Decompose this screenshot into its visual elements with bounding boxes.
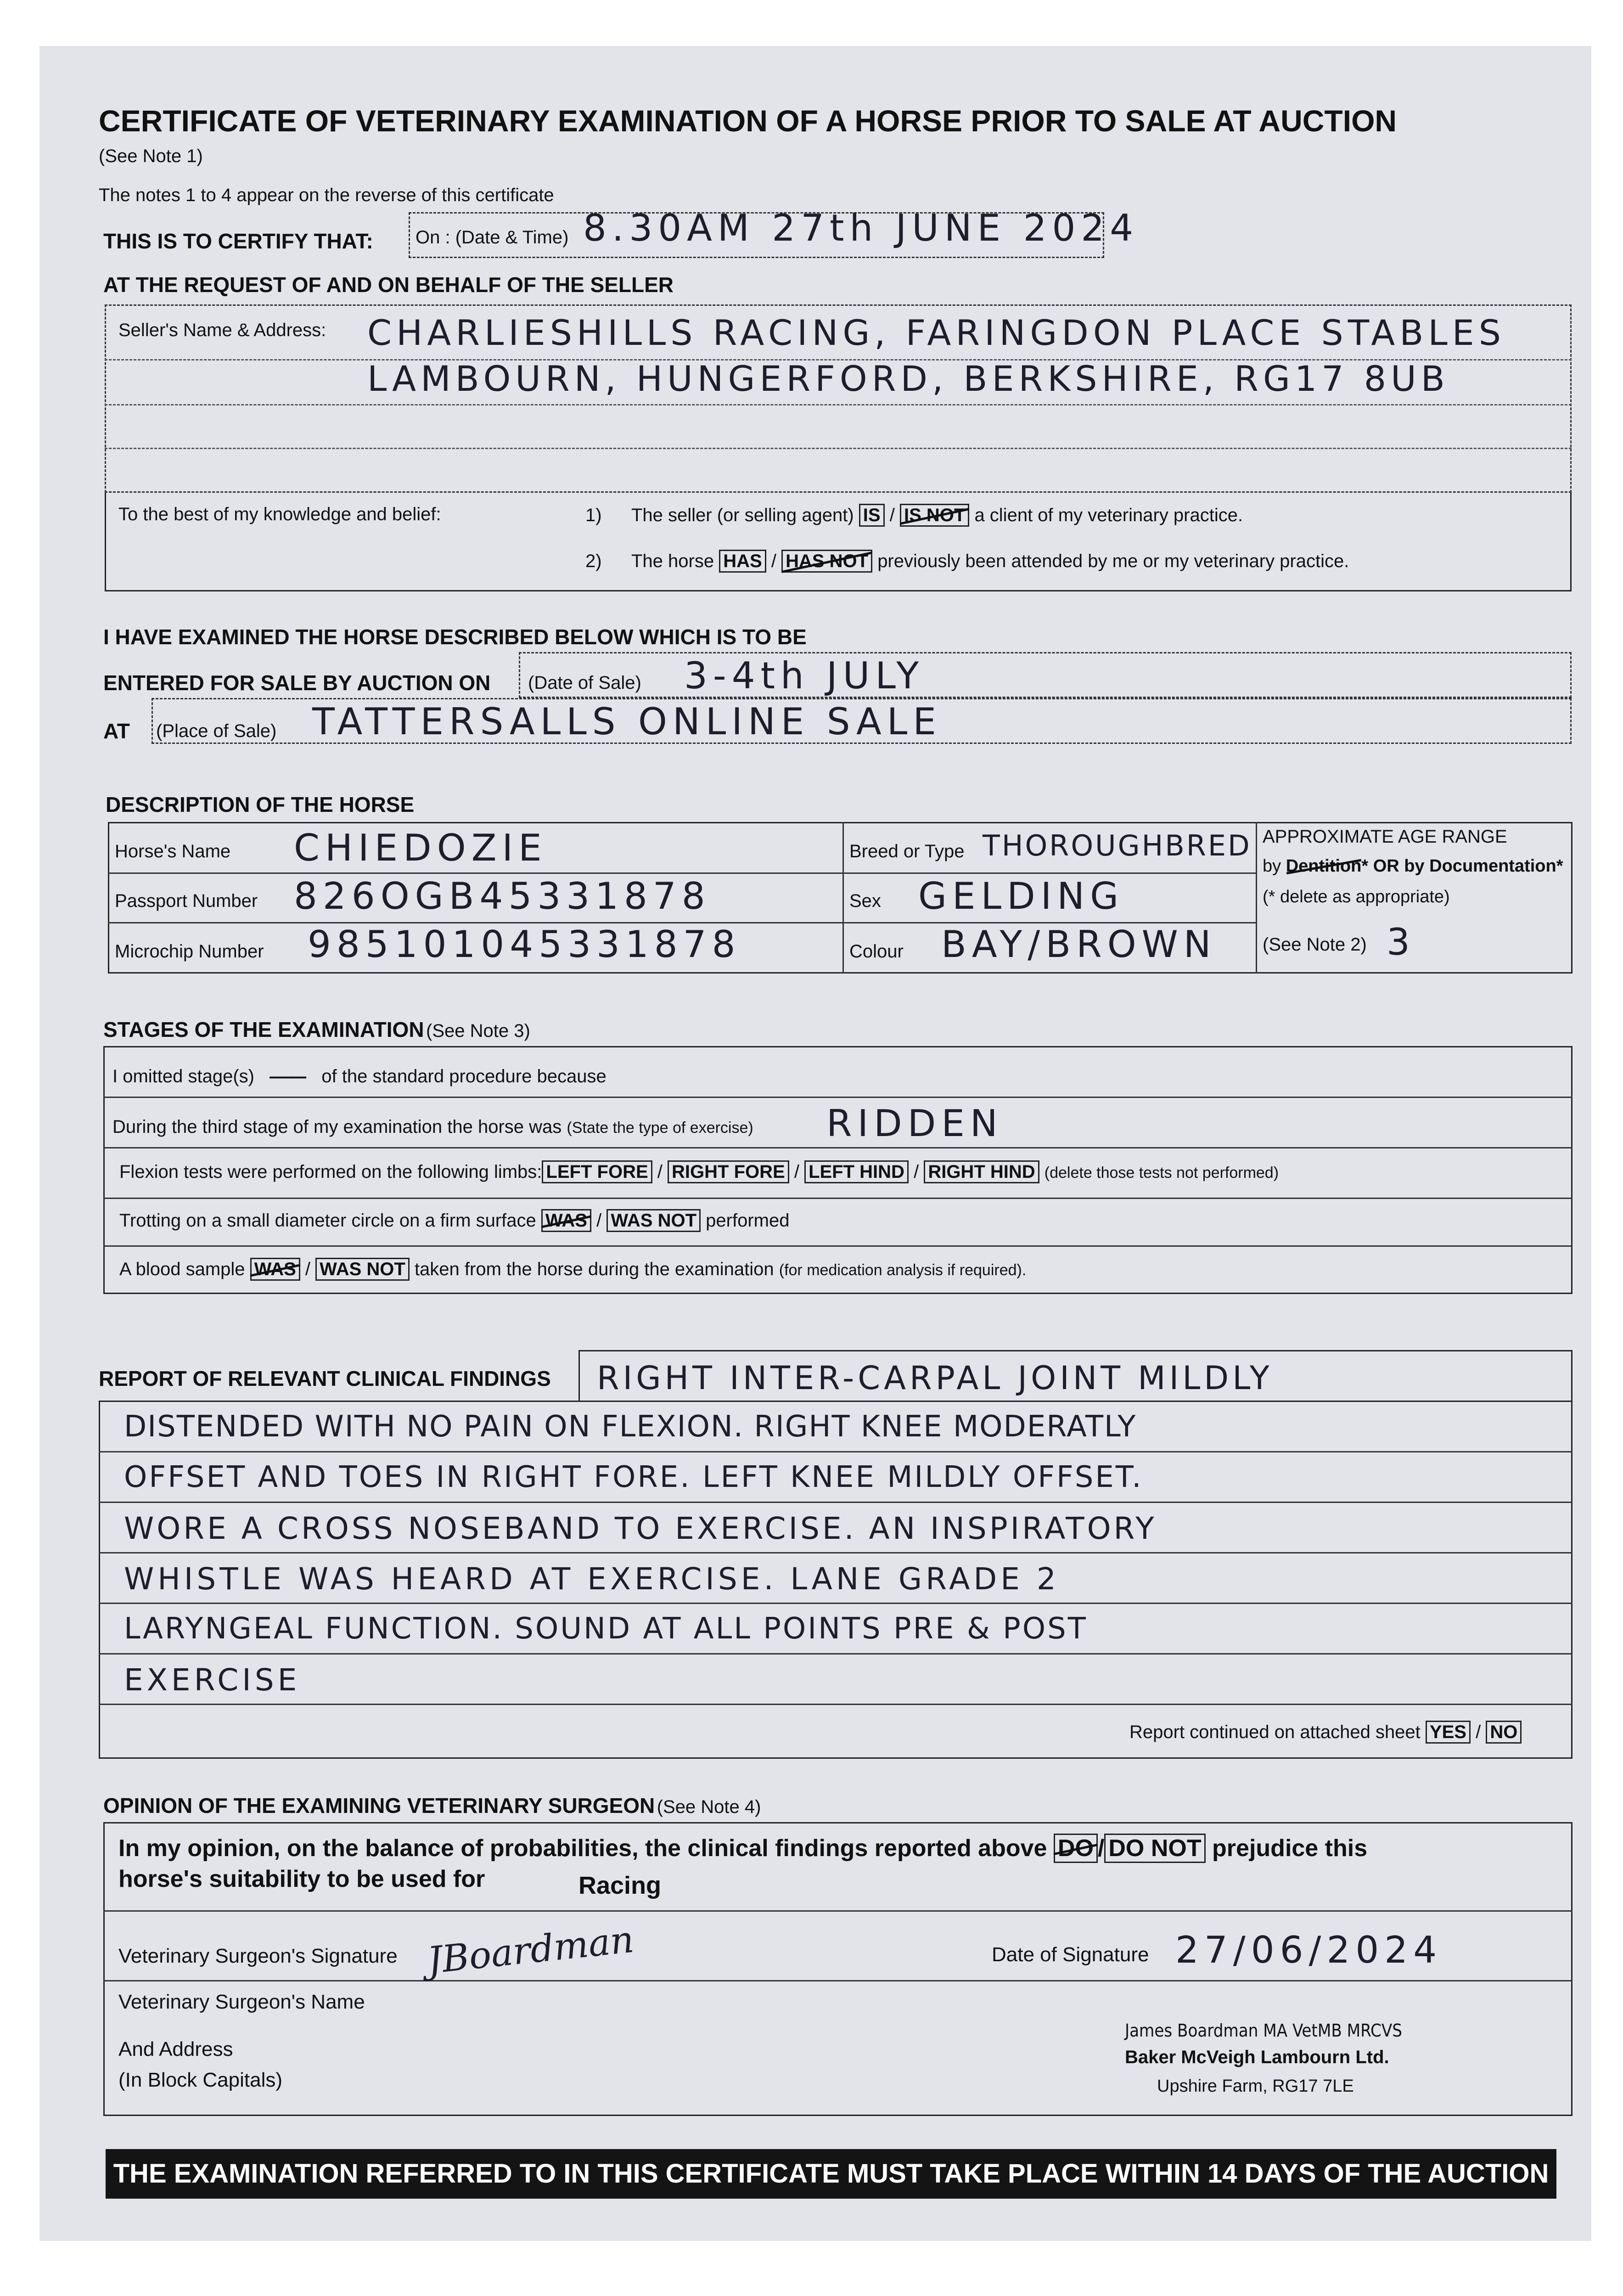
seller-label: Seller's Name & Address: bbox=[118, 320, 326, 340]
certificate-title: CERTIFICATE OF VETERINARY EXAMINATION OF A HORSE PRIOR TO SALE AT AUCTION bbox=[99, 104, 1397, 138]
report-text-line: WHISTLE WAS HEARD AT EXERCISE. LANE GRADE 2 bbox=[124, 1561, 1060, 1597]
report-line-1 bbox=[99, 1451, 1572, 1452]
flexion-slash-2: / bbox=[794, 1162, 799, 1182]
blood-note: (for medication analysis if required). bbox=[779, 1261, 1027, 1279]
item2-post: previously been attended by me or my veterinary practice. bbox=[877, 551, 1349, 571]
blood-slash: / bbox=[305, 1259, 311, 1279]
trot-row bbox=[119, 1210, 789, 1231]
description-col-line-2 bbox=[1256, 822, 1257, 974]
belief-label: To the best of my knowledge and belief: bbox=[118, 504, 441, 524]
age-documentation-option[interactable]: * OR by Documentation* bbox=[1361, 856, 1563, 876]
item1-statement bbox=[631, 505, 1243, 526]
see-note-1: (See Note 1) bbox=[99, 146, 203, 166]
passport-value[interactable]: 826OGB45331878 bbox=[294, 875, 711, 917]
age-dentition-option[interactable]: Dentition bbox=[1286, 856, 1362, 876]
opinion-statement-line1 bbox=[118, 1835, 1367, 1862]
flexion-row bbox=[119, 1162, 1279, 1182]
report-text-line: DISTENDED WITH NO PAIN ON FLEXION. RIGHT KNEE MODERATLY bbox=[124, 1410, 1137, 1444]
report-text-line: WORE A CROSS NOSEBAND TO EXERCISE. AN INSPIRATORY bbox=[124, 1511, 1157, 1546]
item1-post: a client of my veterinary practice. bbox=[974, 505, 1243, 525]
seller-address-line2: LAMBOURN, HUNGERFORD, BERKSHIRE, RG17 8UB bbox=[367, 358, 1449, 399]
item1-isnot-option[interactable]: IS NOT bbox=[900, 504, 969, 527]
date-of-signature-value[interactable]: 27/06/2024 bbox=[1175, 1929, 1443, 1971]
flexion-slash-3: / bbox=[914, 1162, 919, 1182]
report-text-line: RIGHT INTER-CARPAL JOINT MILDLY bbox=[597, 1359, 1273, 1397]
item2-has-option[interactable]: HAS bbox=[719, 550, 766, 573]
date-of-sale-field[interactable] bbox=[519, 652, 1572, 698]
report-line-6 bbox=[99, 1704, 1572, 1705]
omitted-post: of the standard procedure because bbox=[321, 1066, 607, 1086]
vet-stamp-line3: Upshire Farm, RG17 7LE bbox=[1157, 2077, 1354, 2096]
omitted-dash[interactable]: —— bbox=[270, 1066, 307, 1086]
opinion-pre: In my opinion, on the balance of probabilities, the clinical findings reported above bbox=[118, 1835, 1047, 1862]
on-label: On : (Date & Time) bbox=[416, 227, 569, 248]
opinion-line-1 bbox=[103, 1910, 1572, 1912]
opinion-line-2 bbox=[103, 1980, 1572, 1981]
blood-row bbox=[119, 1259, 1026, 1280]
trot-pre: Trotting on a small diameter circle on a firm surface bbox=[119, 1210, 536, 1231]
opinion-use-value[interactable]: Racing bbox=[578, 1872, 662, 1899]
stages-heading bbox=[103, 1017, 530, 1042]
report-continued-row bbox=[1129, 1722, 1522, 1743]
blood-pre: A blood sample bbox=[119, 1259, 245, 1279]
age-range-title: APPROXIMATE AGE RANGE bbox=[1263, 827, 1507, 847]
item1-separator: / bbox=[889, 505, 895, 525]
colour-label: Colour bbox=[849, 941, 904, 962]
date-of-sale-value: 3-4th JULY bbox=[684, 654, 925, 697]
seller-line-2 bbox=[105, 404, 1572, 405]
date-of-sale-label: (Date of Sale) bbox=[528, 673, 641, 693]
seller-line-3 bbox=[105, 448, 1572, 449]
opinion-post: prejudice this bbox=[1212, 1835, 1368, 1862]
vet-stamp-line2: Baker McVeigh Lambourn Ltd. bbox=[1125, 2047, 1389, 2067]
report-continued-label: Report continued on attached sheet bbox=[1129, 1722, 1421, 1742]
report-continued-slash: / bbox=[1476, 1722, 1481, 1742]
signature-value[interactable]: JBoardman bbox=[425, 1918, 636, 1982]
flexion-pre: Flexion tests were performed on the following limbs: bbox=[119, 1162, 542, 1182]
stages-row-line-3 bbox=[103, 1198, 1572, 1199]
blood-post: taken from the horse during the examination bbox=[414, 1259, 774, 1279]
report-line-3 bbox=[99, 1552, 1572, 1553]
item1-number: 1) bbox=[585, 505, 602, 525]
passport-label: Passport Number bbox=[115, 891, 258, 911]
trot-post: performed bbox=[706, 1210, 790, 1231]
flexion-left-fore[interactable]: LEFT FORE bbox=[542, 1160, 652, 1183]
request-line: AT THE REQUEST OF AND ON BEHALF OF THE SELLER bbox=[103, 273, 674, 297]
footer-banner: THE EXAMINATION REFERRED TO IN THIS CERTIFICATE MUST TAKE PLACE WITHIN 14 DAYS OF THE AUCTION bbox=[106, 2149, 1556, 2199]
item1-pre: The seller (or selling agent) bbox=[631, 505, 854, 525]
report-heading: REPORT OF RELEVANT CLINICAL FINDINGS bbox=[99, 1367, 551, 1390]
trot-was-option[interactable]: WAS bbox=[541, 1209, 591, 1232]
stages-row-line-4 bbox=[103, 1245, 1572, 1247]
report-line-5 bbox=[99, 1653, 1572, 1654]
description-row-line-1 bbox=[108, 872, 1256, 874]
age-value[interactable]: 3 bbox=[1387, 921, 1415, 963]
entered-label: ENTERED FOR SALE BY AUCTION ON bbox=[103, 671, 491, 695]
sex-value[interactable]: GELDING bbox=[918, 875, 1124, 917]
surgeon-name-label: Veterinary Surgeon's Name bbox=[118, 1991, 365, 2013]
item1-is-option[interactable]: IS bbox=[859, 504, 885, 527]
report-text-line: EXERCISE bbox=[124, 1662, 301, 1698]
report-text-line: OFFSET AND TOES IN RIGHT FORE. LEFT KNEE MILDLY OFFSET. bbox=[124, 1460, 1143, 1494]
place-of-sale-value: TATTERSALLS ONLINE SALE bbox=[312, 700, 942, 743]
date-of-signature-label: Date of Signature bbox=[992, 1943, 1149, 1966]
stages-title: STAGES OF THE EXAMINATION bbox=[103, 1018, 424, 1041]
microchip-value[interactable]: 985101045331878 bbox=[308, 923, 741, 966]
flexion-note: (delete those tests not performed) bbox=[1044, 1164, 1279, 1182]
certify-label: THIS IS TO CERTIFY THAT: bbox=[103, 229, 373, 253]
omitted-row bbox=[112, 1066, 607, 1087]
third-stage-note: (State the type of exercise) bbox=[567, 1119, 753, 1137]
trot-wasnot-option[interactable]: WAS NOT bbox=[607, 1209, 701, 1232]
blood-wasnot-option[interactable]: WAS NOT bbox=[315, 1258, 410, 1281]
breed-value[interactable]: THOROUGHBRED bbox=[983, 829, 1252, 862]
opinion-do-option[interactable]: DO bbox=[1054, 1834, 1098, 1863]
vet-stamp-line1: James Boardman MA VetMB MRCVS bbox=[1125, 2020, 1402, 2041]
flexion-slash-1: / bbox=[657, 1162, 663, 1182]
description-heading: DESCRIPTION OF THE HORSE bbox=[106, 793, 415, 816]
examined-line: I HAVE EXAMINED THE HORSE DESCRIBED BELOW WHICH IS TO BE bbox=[103, 625, 807, 649]
opinion-note: (See Note 4) bbox=[657, 1797, 761, 1817]
third-stage-value[interactable]: RIDDEN bbox=[826, 1102, 1003, 1145]
opinion-slash: / bbox=[1097, 1835, 1105, 1862]
report-continued-no[interactable]: NO bbox=[1486, 1721, 1522, 1744]
blood-was-option[interactable]: WAS bbox=[250, 1258, 300, 1281]
stages-note: (See Note 3) bbox=[426, 1021, 530, 1041]
third-stage-pre: During the third stage of my examination the horse was bbox=[112, 1117, 562, 1137]
opinion-statement-line2: horse's suitability to be used for bbox=[118, 1866, 485, 1892]
flexion-right-hind[interactable]: RIGHT HIND bbox=[924, 1160, 1039, 1183]
breed-label: Breed or Type bbox=[849, 841, 965, 861]
age-by: by bbox=[1263, 856, 1281, 876]
item2-statement bbox=[631, 551, 1349, 572]
opinion-do-not-option[interactable]: DO NOT bbox=[1104, 1834, 1205, 1863]
stages-row-line-2 bbox=[103, 1147, 1572, 1148]
age-delete-note: (* delete as appropriate) bbox=[1263, 887, 1450, 906]
omitted-pre: I omitted stage(s) bbox=[112, 1066, 255, 1086]
description-col-line-1 bbox=[842, 822, 844, 974]
report-line-2 bbox=[99, 1502, 1572, 1503]
item2-pre: The horse bbox=[631, 551, 714, 571]
trot-slash: / bbox=[596, 1210, 602, 1231]
microchip-label: Microchip Number bbox=[115, 941, 264, 962]
horse-name-label: Horse's Name bbox=[115, 841, 231, 861]
third-stage-row bbox=[112, 1117, 753, 1137]
flexion-left-hind[interactable]: LEFT HIND bbox=[804, 1160, 909, 1183]
at-label: AT bbox=[103, 719, 130, 743]
sex-label: Sex bbox=[849, 891, 881, 911]
item2-number: 2) bbox=[585, 551, 602, 571]
item2-hasnot-option[interactable]: HAS NOT bbox=[781, 550, 872, 573]
age-range-method bbox=[1263, 856, 1563, 876]
report-continued-yes[interactable]: YES bbox=[1426, 1721, 1471, 1744]
report-line-4 bbox=[99, 1603, 1572, 1604]
flexion-right-fore[interactable]: RIGHT FORE bbox=[668, 1160, 789, 1183]
seller-address-line1: CHARLIESHILLS RACING, FARINGDON PLACE STABLES bbox=[367, 312, 1505, 353]
block-capitals-label: (In Block Capitals) bbox=[118, 2069, 283, 2091]
report-text-line: LARYNGEAL FUNCTION. SOUND AT ALL POINTS PRE & POST bbox=[124, 1612, 1088, 1646]
opinion-heading bbox=[103, 1793, 761, 1818]
item2-separator: / bbox=[771, 551, 776, 571]
place-of-sale-label: (Place of Sale) bbox=[156, 721, 277, 741]
opinion-title: OPINION OF THE EXAMINING VETERINARY SURGEON bbox=[103, 1794, 655, 1818]
age-see-note-2: (See Note 2) bbox=[1263, 934, 1367, 955]
address-label: And Address bbox=[118, 2038, 233, 2060]
notes-line: The notes 1 to 4 appear on the reverse of this certificate bbox=[99, 185, 554, 205]
horse-name-value[interactable]: CHIEDOZIE bbox=[294, 827, 547, 869]
signature-label: Veterinary Surgeon's Signature bbox=[118, 1945, 398, 1967]
on-date-time-value: 8.30AM 27th JUNE 2024 bbox=[583, 207, 1139, 249]
stages-row-line-1 bbox=[103, 1097, 1572, 1098]
colour-value[interactable]: BAY/BROWN bbox=[941, 923, 1217, 966]
